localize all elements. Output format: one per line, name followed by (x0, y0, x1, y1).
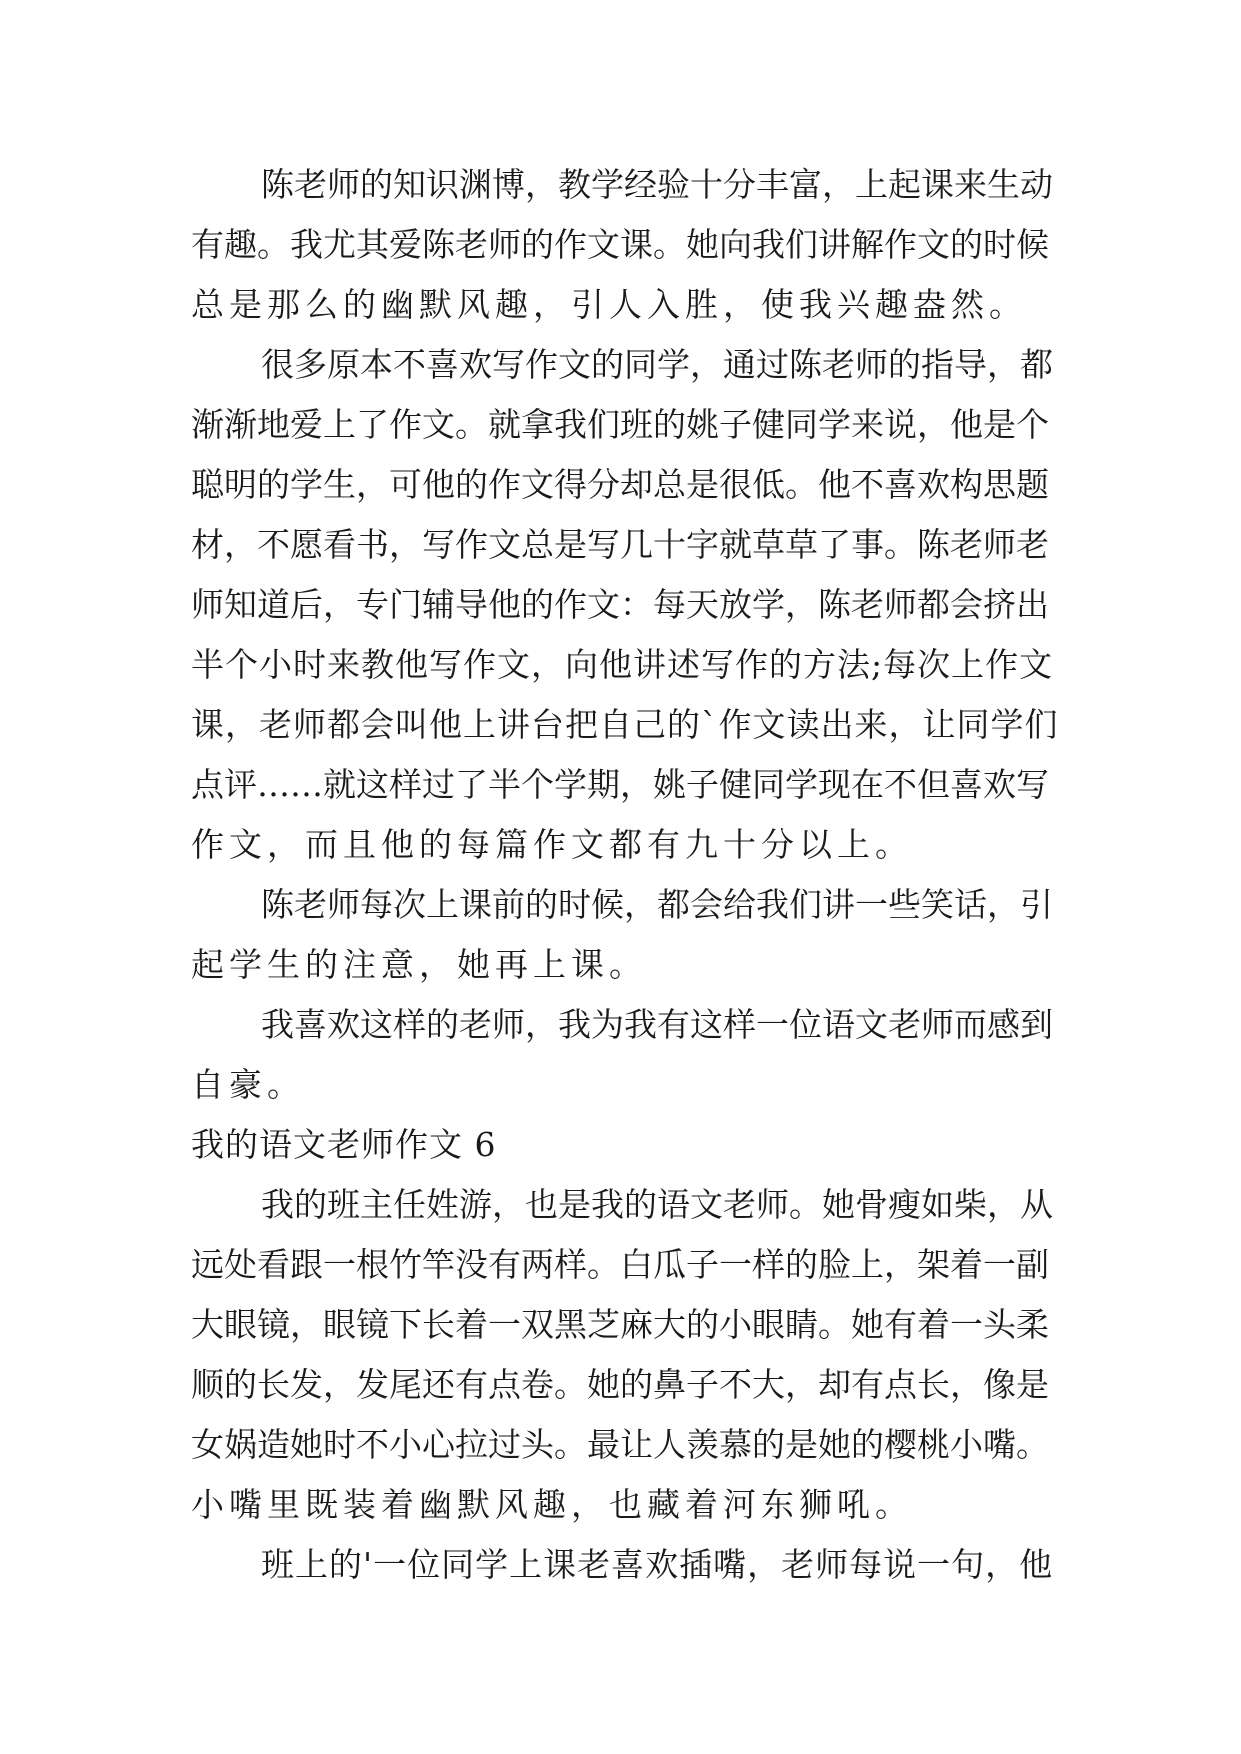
text-line: 师知道后，专门辅导他的作文：每天放学，陈老师都会挤出 (191, 585, 1049, 624)
section-heading: 我的语文老师作文 6 (191, 1125, 497, 1164)
text-line: 小嘴里既装着幽默风趣，也藏着河东狮吼。 (191, 1485, 913, 1524)
text-line: 有趣。我尤其爱陈老师的作文课。她向我们讲解作文的时候 (191, 225, 1049, 264)
text-line: 总是那么的幽默风趣，引人入胜，使我兴趣盎然。 (191, 285, 1027, 324)
text-line: 陈老师每次上课前的时候，都会给我们讲一些笑话，引 (261, 885, 1053, 924)
essay-text-body (191, 155, 1061, 1595)
text-line: 很多原本不喜欢写作文的同学，通过陈老师的指导，都 (261, 345, 1053, 384)
text-line: 作文，而且他的每篇作文都有九十分以上。 (191, 825, 913, 864)
text-line: 材，不愿看书，写作文总是写几十字就草草了事。陈老师老 (191, 525, 1049, 564)
text-line: 我的班主任姓游，也是我的语文老师。她骨瘦如柴，从 (261, 1185, 1053, 1224)
text-line: 渐渐地爱上了作文。就拿我们班的姚子健同学来说，他是个 (191, 405, 1049, 444)
text-line: 远处看跟一根竹竿没有两样。白瓜子一样的脸上，架着一副 (191, 1245, 1049, 1284)
text-line: 聪明的学生，可他的作文得分却总是很低。他不喜欢构思题 (191, 465, 1049, 504)
text-line: 陈老师的知识渊博，教学经验十分丰富，上起课来生动 (261, 165, 1053, 204)
text-line: 班上的'一位同学上课老喜欢插嘴，老师每说一句，他 (261, 1545, 1054, 1584)
text-line: 起学生的注意，她再上课。 (191, 945, 647, 984)
text-line: 自豪。 (191, 1065, 305, 1104)
text-line: 点评……就这样过了半个学期，姚子健同学现在不但喜欢写 (191, 765, 1049, 804)
text-line: 课，老师都会叫他上讲台把自己的`作文读出来，让同学们 (191, 705, 1059, 744)
text-line: 大眼镜，眼镜下长着一双黑芝麻大的小眼睛。她有着一头柔 (191, 1305, 1049, 1344)
text-line: 半个小时来教他写作文，向他讲述写作的方法;每次上作文 (191, 645, 1054, 684)
text-line: 我喜欢这样的老师，我为我有这样一位语文老师而感到 (261, 1005, 1053, 1044)
text-line: 顺的长发，发尾还有点卷。她的鼻子不大，却有点长，像是 (191, 1365, 1049, 1404)
text-line: 女娲造她时不小心拉过头。最让人羡慕的是她的樱桃小嘴。 (191, 1425, 1049, 1464)
